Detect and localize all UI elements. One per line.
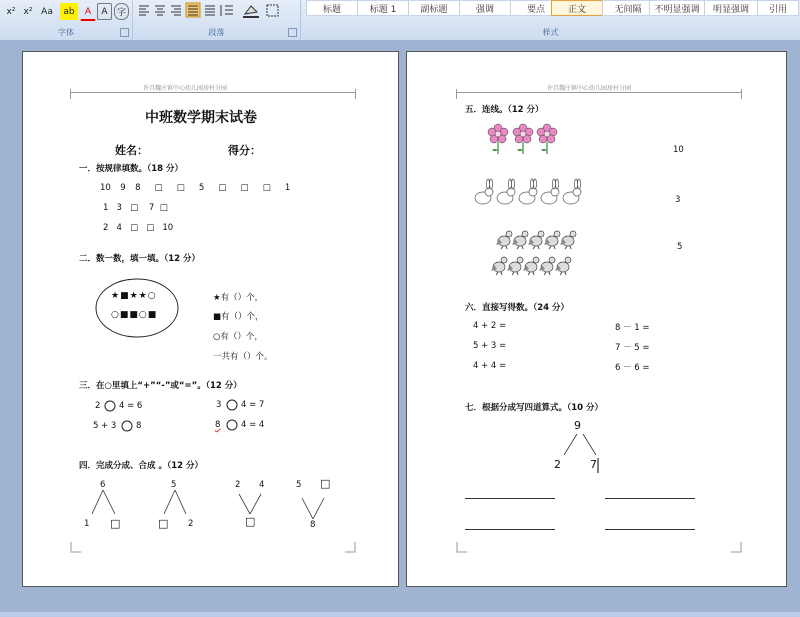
tree-2-left[interactable]: □: [158, 517, 169, 530]
count-line-3: ○有（）个，: [213, 332, 263, 342]
oval-row-1: ★■★★○: [111, 291, 157, 301]
calc-4[interactable]: 7 － 5 =: [615, 343, 650, 353]
eq-1-right: 4 = 6: [119, 401, 143, 411]
bird-icon: [507, 257, 523, 275]
align-left-icon[interactable]: [139, 6, 149, 15]
answer-line-2[interactable]: [605, 498, 695, 499]
tree-1-left: 1: [84, 519, 90, 529]
bird-icon: [560, 231, 576, 249]
count-line-4: 一共有（）个。: [213, 352, 273, 362]
bird-icon: [512, 231, 528, 249]
style-title[interactable]: [306, 0, 358, 16]
style-intense-emphasis-label: 明显强调: [712, 4, 749, 15]
font-color-label: A: [84, 6, 92, 17]
style-intense-emphasis[interactable]: [704, 0, 758, 16]
section-5-heading: 五．连线。（12 分）: [465, 105, 544, 115]
paragraph-group-label: 段落: [208, 28, 225, 37]
enclose-char-button[interactable]: [114, 3, 129, 20]
rabbit-icon: [497, 179, 515, 204]
seq-1-g[interactable]: □: [218, 183, 227, 193]
section-6-heading: 六．直接写得数。（24 分）: [465, 303, 570, 313]
section-1-heading: 一．按规律填数。（18 分）: [79, 164, 184, 174]
op-circle-4[interactable]: [227, 420, 237, 430]
borders-icon[interactable]: [267, 5, 278, 16]
name-label: 姓名：: [115, 144, 148, 157]
char-shading-label: A: [101, 6, 108, 17]
shading-icon[interactable]: [243, 6, 259, 18]
page-2-drawings: [407, 52, 786, 586]
change-case-label: Aa: [41, 6, 53, 17]
tree-2-right: 2: [188, 519, 194, 529]
sequence-row-3: [103, 223, 173, 233]
op-circle-3[interactable]: [122, 421, 132, 431]
eq-2-right: 4 = 7: [241, 400, 265, 410]
tree-3-right-top: 4: [259, 480, 265, 490]
split-right[interactable]: 7: [590, 458, 597, 471]
rabbit-icon: [519, 179, 537, 204]
subscript-button[interactable]: [20, 3, 36, 20]
header-rule-2: [457, 92, 742, 93]
align-right-icon[interactable]: [171, 6, 181, 15]
bird-icon: [496, 231, 512, 249]
sequence-row-1: [100, 183, 290, 193]
bird-icon: [544, 231, 560, 249]
seq-1-d[interactable]: □: [154, 183, 163, 193]
rabbit-icon: [541, 179, 559, 204]
seq-3-c[interactable]: □: [130, 223, 139, 233]
tree-4-right-top[interactable]: □: [320, 477, 331, 490]
enclose-char-label: 字: [116, 8, 126, 18]
seq-1-a: 10: [100, 183, 111, 193]
char-shading-button[interactable]: [97, 3, 112, 20]
paragraph-tools: [133, 0, 300, 22]
calc-5[interactable]: 4 + 4 =: [473, 361, 507, 371]
seq-1-i[interactable]: □: [262, 183, 271, 193]
calc-3[interactable]: 5 + 3 =: [473, 341, 507, 351]
bird-icon: [491, 257, 507, 275]
calc-1[interactable]: 4 + 2 =: [473, 321, 507, 331]
section-4-heading: 四．完成分成、合成 。（12 分）: [79, 461, 203, 471]
split-top: 9: [574, 419, 581, 432]
subscript-label: x²: [23, 6, 33, 17]
answer-line-3[interactable]: [465, 529, 555, 530]
seq-1-j: 1: [284, 183, 291, 193]
count-line-2: ■有（）个，: [213, 312, 264, 322]
seq-1-f: 5: [198, 183, 205, 193]
font-color-button[interactable]: [80, 3, 96, 21]
rabbit-icon: [563, 179, 581, 204]
corner-mark-br: [731, 542, 741, 552]
op-circle-2[interactable]: [227, 400, 237, 410]
page-1-drawings: [23, 52, 398, 586]
flower-icon: [513, 124, 533, 154]
answer-line-4[interactable]: [605, 529, 695, 530]
tree-4-top: 5: [296, 480, 302, 490]
bird-icon: [523, 257, 539, 275]
style-subtle-emphasis[interactable]: [649, 0, 705, 16]
style-heading-1-label: 标题 1: [369, 4, 397, 15]
tree-4-bottom: 8: [310, 520, 316, 530]
header-corner-right-2: [741, 89, 742, 99]
style-heading-1[interactable]: [357, 0, 409, 16]
style-title-label: 标题: [322, 4, 341, 15]
tree-3-bottom[interactable]: □: [245, 515, 256, 528]
style-subtle-emphasis-label: 不明显强调: [654, 4, 700, 15]
change-case-button[interactable]: [37, 3, 57, 20]
seq-3-b: 4: [116, 223, 122, 233]
page-1-header: 许昌魏庄镇中心幼儿园房村分园: [143, 85, 228, 92]
seq-1-b: 9: [120, 183, 126, 193]
corner-mark-bl-top: [71, 542, 81, 552]
styles-group: [301, 0, 800, 40]
seq-2-b: 3: [116, 203, 122, 213]
section-2-heading: 二．数一数，填一填。（12 分）: [79, 254, 201, 264]
header-corner-right: [355, 89, 356, 99]
superscript-label: x²: [6, 6, 16, 17]
seq-2-d: 7: [148, 203, 155, 213]
flower-icon: [488, 124, 508, 154]
eq-3-right: 8: [136, 421, 142, 431]
eq-1-left: 2: [95, 401, 101, 411]
status-bar: [0, 612, 800, 617]
styles-group-label: 样式: [542, 28, 559, 37]
distribute-icon[interactable]: [205, 6, 215, 15]
eq-3-left: 5 + 3: [93, 421, 117, 431]
seq-3-a: 2: [103, 223, 109, 233]
page-2[interactable]: [406, 51, 787, 587]
seq-3-d[interactable]: □: [146, 223, 155, 233]
seq-3-e: 10: [162, 223, 174, 233]
seq-1-c: 8: [135, 183, 141, 193]
ribbon: [0, 0, 800, 41]
page-2-header: 许昌魏庄镇中心幼儿园房村分园: [547, 85, 632, 92]
match-number-2: 3: [675, 195, 681, 205]
page-1-corner-marks: [23, 52, 398, 586]
flower-icon: [537, 124, 557, 154]
tree-1-right[interactable]: □: [110, 517, 121, 530]
split-tree-lines: [564, 434, 596, 455]
split-left: 2: [554, 458, 561, 471]
seq-2-a: 1: [103, 203, 109, 213]
seq-2-c[interactable]: □: [130, 203, 139, 213]
style-no-spacing-label: 无间隔: [614, 4, 642, 15]
page-title: 中班数学期末试卷: [145, 110, 257, 126]
page-1[interactable]: [22, 51, 399, 587]
paragraph-group: [133, 0, 301, 40]
font-group-label: 字体: [58, 28, 74, 37]
seq-1-e[interactable]: □: [176, 183, 185, 193]
match-number-1: 10: [673, 145, 684, 155]
tree-2-top: 5: [171, 480, 177, 490]
superscript-button[interactable]: [3, 3, 19, 20]
calc-6[interactable]: 6 － 6 =: [615, 363, 650, 373]
style-key-point-label: 要点: [526, 4, 545, 15]
eq-2-left: 3: [216, 400, 222, 410]
tree-lines: [92, 490, 324, 519]
match-number-3: 5: [677, 242, 683, 252]
style-subtitle[interactable]: [408, 0, 460, 16]
line-spacing-icon[interactable]: [221, 5, 233, 16]
section-7-heading: 七．根据分成写四道算式。（10 分）: [465, 403, 604, 413]
bird-icon: [539, 257, 555, 275]
shapes-oval: [96, 279, 178, 337]
paragraph-dialog-launcher-icon[interactable]: [288, 28, 297, 37]
header-corner-left-2: [456, 89, 457, 99]
tree-1-top: 6: [100, 480, 106, 490]
style-normal-label: 正文: [567, 4, 586, 15]
calc-2[interactable]: 8 － 1 =: [615, 323, 650, 333]
highlight-label: ab: [63, 6, 75, 17]
rabbit-icon: [475, 179, 493, 204]
style-subtitle-label: 副标题: [420, 4, 448, 15]
tree-3-top: 2: [235, 480, 241, 490]
style-normal[interactable]: [551, 0, 603, 16]
score-label: 得分：: [228, 144, 261, 157]
header-corner-left: [70, 89, 71, 99]
eq-4-right: 4 = 4: [241, 420, 265, 430]
corner-mark-bl: [457, 542, 467, 552]
op-circle-1[interactable]: [105, 401, 115, 411]
style-quote-label: 引用: [768, 4, 787, 15]
style-quote[interactable]: [757, 0, 799, 16]
font-group: [0, 0, 133, 40]
font-dialog-launcher-icon[interactable]: [120, 28, 129, 37]
seq-2-e[interactable]: □: [159, 203, 168, 213]
sequence-row-2: [103, 203, 168, 213]
style-emphasis-label: 强调: [475, 4, 494, 15]
section-3-heading: 三．在○里填上“+”“-”或“=”。（12 分）: [79, 381, 242, 391]
bird-icon: [555, 257, 571, 275]
answer-line-1[interactable]: [465, 498, 555, 499]
bird-icon: [528, 231, 544, 249]
style-emphasis[interactable]: [459, 0, 511, 16]
corner-mark-br-top: [345, 542, 355, 552]
header-rule: [71, 92, 356, 93]
count-line-1: ★有（）个，: [213, 293, 264, 303]
highlight-button[interactable]: [60, 3, 78, 20]
align-center-icon[interactable]: [155, 6, 165, 15]
style-no-spacing[interactable]: [602, 0, 654, 16]
seq-1-h[interactable]: □: [240, 183, 249, 193]
eq-4-left: 8: [215, 420, 221, 430]
oval-row-2: ○■■○■: [111, 310, 158, 320]
